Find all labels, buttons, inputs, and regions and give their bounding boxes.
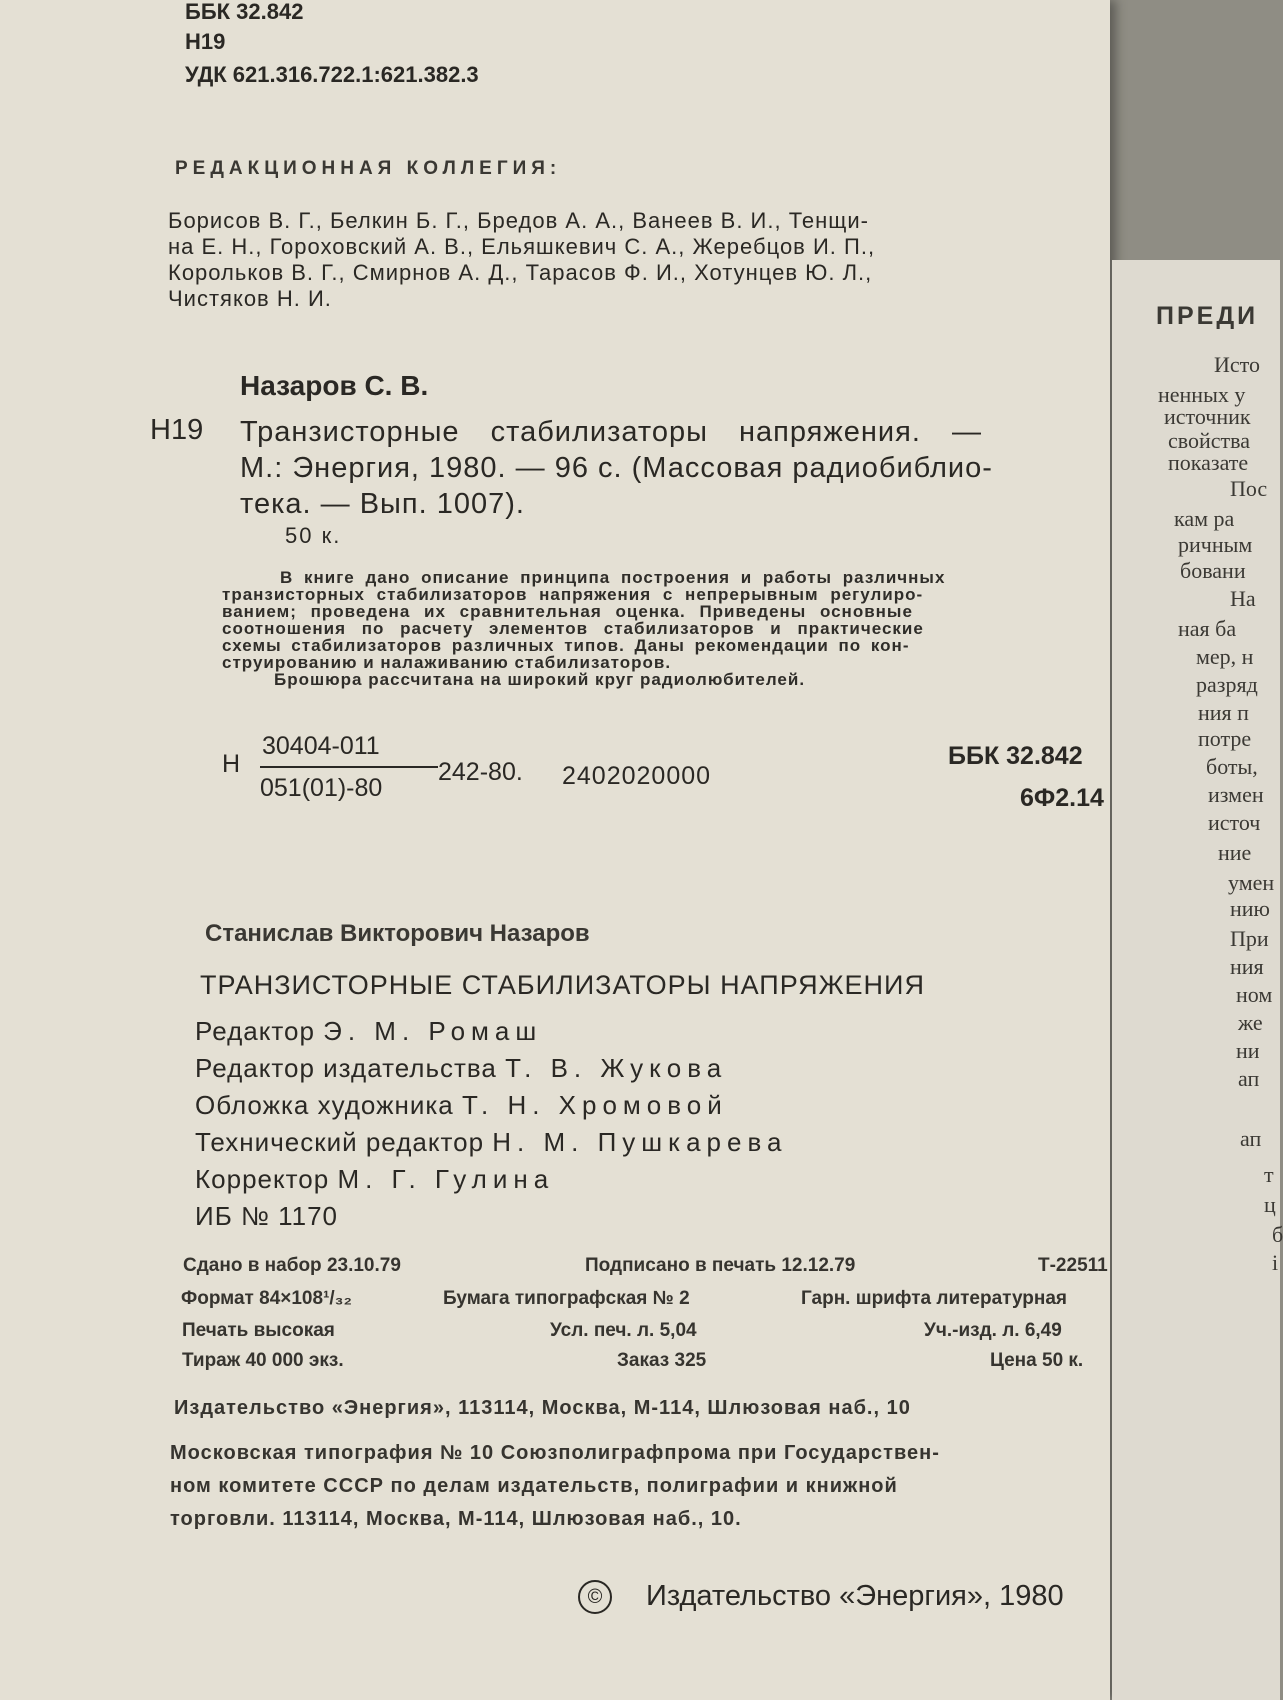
facing-page-line: ном xyxy=(1236,982,1273,1007)
board-members xyxy=(168,208,1093,312)
facing-page-line: б xyxy=(1272,1222,1283,1247)
facing-page-line: умен xyxy=(1228,870,1275,895)
facing-page-line: измен xyxy=(1208,782,1264,807)
facing-page-line: свойства xyxy=(1168,428,1251,453)
facing-page-line: кам ра xyxy=(1174,506,1235,531)
bib-line: тека. — Вып. 1007). xyxy=(240,488,525,520)
annotation-line: В книге дано описание принципа построения и работы различных xyxy=(280,568,946,587)
imprint-cell: Формат 84×108¹/₃₂ xyxy=(181,1288,352,1309)
annotation-line: струированию и налаживанию стабилизаторов. xyxy=(222,653,672,672)
credit-corrector-label: Корректор xyxy=(195,1164,330,1194)
credit-tech xyxy=(195,1124,787,1161)
annotation-line: схемы стабилизаторов различных типов. Даны рекомендации по кон- xyxy=(222,636,910,655)
facing-page-line: ная ба xyxy=(1178,616,1237,641)
header-udk: УДК 621.316.722.1:621.382.3 xyxy=(185,62,479,87)
copyright-text: Издательство «Энергия», 1980 xyxy=(646,1580,1064,1612)
credit-editor-label: Редактор xyxy=(195,1016,315,1046)
bib-price: 50 к. xyxy=(285,523,342,548)
board-line: Чистяков Н. И. xyxy=(168,286,332,311)
code-numerator: 30404-011 xyxy=(262,732,380,760)
code-bbk: ББК 32.842 xyxy=(948,742,1083,770)
credit-editor-name: Э. М. Ромаш xyxy=(323,1016,543,1046)
printer-line: торговли. 113114, Москва, М-114, Шлюзовая наб., 10. xyxy=(170,1508,742,1530)
facing-page-line: источник xyxy=(1164,404,1251,429)
bib-line: М.: Энергия, 1980. — 96 с. (Массовая радиобиблио- xyxy=(240,452,993,484)
facing-page xyxy=(1112,260,1283,1700)
facing-page-line: ние xyxy=(1218,840,1252,865)
facing-page-line: i xyxy=(1272,1250,1279,1275)
facing-page-line: бовани xyxy=(1180,558,1246,583)
copyright xyxy=(578,1580,1064,1614)
board-line: Борисов В. Г., Белкин Б. Г., Бредов А. А., Ванеев В. И., Тенщи- xyxy=(168,208,870,233)
credit-ib: ИБ № 1170 xyxy=(195,1201,338,1231)
credit-pub-editor-name: Т. В. Жукова xyxy=(505,1053,728,1083)
imprint-cell: Цена 50 к. xyxy=(990,1350,1084,1371)
facing-page-line: ненных у xyxy=(1158,382,1246,407)
facing-page-line: ц xyxy=(1264,1192,1276,1217)
annotation xyxy=(222,569,945,688)
credit-cover xyxy=(195,1087,787,1124)
facing-page-line: ап xyxy=(1238,1066,1260,1091)
imprint-cell: Усл. печ. л. 5,04 xyxy=(550,1320,697,1341)
credit-tech-label: Технический редактор xyxy=(195,1127,485,1157)
header-bbk: ББК 32.842 xyxy=(185,0,304,24)
facing-page-line: ап xyxy=(1240,1126,1262,1151)
imprint-cell: Бумага типографская № 2 xyxy=(443,1288,690,1309)
code-index: 6Ф2.14 xyxy=(1020,784,1104,812)
header-code: Н19 xyxy=(185,29,226,54)
facing-page-title: ПРЕДИ xyxy=(1156,302,1259,330)
imprint-cell: Тираж 40 000 экз. xyxy=(182,1350,344,1371)
imprint-cell: Заказ 325 xyxy=(617,1350,707,1371)
imprint-cell: Уч.-изд. л. 6,49 xyxy=(924,1320,1062,1341)
credit-pub-editor-label: Редактор издательства xyxy=(195,1053,497,1083)
facing-page-line: т xyxy=(1264,1162,1274,1187)
board-line: на Е. Н., Гороховский А. В., Ельяшкевич С. А., Жеребцов И. П., xyxy=(168,234,876,259)
annotation-line: ванием; проведена их сравнительная оценка. Приведены основные xyxy=(222,602,913,621)
facing-page-line: На xyxy=(1230,586,1256,611)
imprint-row xyxy=(182,1350,1122,1376)
imprint-row xyxy=(183,1255,1123,1281)
board-title: РЕДАКЦИОННАЯ КОЛЛЕГИЯ: xyxy=(175,158,562,179)
annotation-line: соотношения по расчету элементов стабилизаторов и практические xyxy=(222,619,924,638)
code-suffix: 242-80. xyxy=(438,758,523,786)
fraction-line xyxy=(260,766,438,768)
facing-page-line: ричным xyxy=(1178,532,1253,557)
facing-page-line: разряд xyxy=(1196,672,1258,697)
imprint-row xyxy=(182,1320,1122,1346)
code-denominator: 051(01)-80 xyxy=(260,774,383,802)
credit-tech-name: Н. М. Пушкарева xyxy=(492,1127,788,1157)
facing-page-line: Исто xyxy=(1214,352,1260,377)
credit-pub-editor xyxy=(195,1050,787,1087)
header-block xyxy=(185,0,479,90)
credit-cover-name: Т. Н. Хромовой xyxy=(462,1090,728,1120)
facing-page-line: показате xyxy=(1168,450,1249,475)
imprint-cell: Гарн. шрифта литературная xyxy=(801,1288,1067,1309)
bib-author: Назаров С. В. xyxy=(240,370,429,401)
facing-page-line: нию xyxy=(1230,896,1270,921)
imprint-cell: Подписано в печать 12.12.79 xyxy=(585,1255,856,1276)
facing-page-line: мер, н xyxy=(1196,644,1254,669)
imprint-cell: Печать высокая xyxy=(182,1320,335,1341)
credit-corrector-name: М. Г. Гулина xyxy=(337,1164,555,1194)
bib-code: Н19 xyxy=(150,414,204,446)
credit-corrector xyxy=(195,1161,787,1198)
annotation-audience: Брошюра рассчитана на широкий круг радиолюбителей. xyxy=(274,670,806,689)
credits-list xyxy=(195,1013,787,1235)
annotation-line: транзисторных стабилизаторов напряжения с непрерывным регулиро- xyxy=(222,585,924,604)
facing-page-line: При xyxy=(1230,926,1269,951)
imprint-cell: Сдано в набор 23.10.79 xyxy=(183,1255,401,1276)
code-letter: Н xyxy=(222,750,241,778)
credits-title: ТРАНЗИСТОРНЫЕ СТАБИЛИЗАТОРЫ НАПРЯЖЕНИЯ xyxy=(200,970,925,1000)
facing-page-line: боты, xyxy=(1206,754,1258,779)
credits-author-full: Станислав Викторович Назаров xyxy=(205,920,590,947)
publisher-address: Издательство «Энергия», 113114, Москва, М-114, Шлюзовая наб., 10 xyxy=(174,1397,911,1419)
facing-page-line: Пос xyxy=(1230,476,1268,501)
facing-page-line: ния xyxy=(1230,954,1264,979)
copyright-mark: © xyxy=(578,1580,612,1614)
publisher-address-block xyxy=(174,1397,911,1420)
credit-editor xyxy=(195,1013,787,1050)
printer-block xyxy=(170,1437,940,1536)
facing-page-line: ни xyxy=(1236,1038,1260,1063)
imprint-cell: Т-22511 xyxy=(1038,1255,1108,1276)
code-number: 2402020000 xyxy=(562,762,712,790)
bib-line: Транзисторные стабилизаторы напряжения. — xyxy=(240,416,982,448)
printer-line: ном комитете СССР по делам издательств, полиграфии и книжной xyxy=(170,1475,898,1497)
printer-line: Московская типография № 10 Союзполиграфпрома при Государствен- xyxy=(170,1442,940,1464)
facing-page-line: источ xyxy=(1208,810,1261,835)
board-line: Корольков В. Г., Смирнов А. Д., Тарасов Ф. И., Хотунцев Ю. Л., xyxy=(168,260,873,285)
facing-page-line: же xyxy=(1238,1010,1263,1035)
facing-page-line: потре xyxy=(1198,726,1252,751)
imprint-row xyxy=(181,1288,1121,1314)
facing-page-line: ния п xyxy=(1198,700,1249,725)
credit-cover-label: Обложка художника xyxy=(195,1090,454,1120)
bib-description xyxy=(240,414,993,522)
